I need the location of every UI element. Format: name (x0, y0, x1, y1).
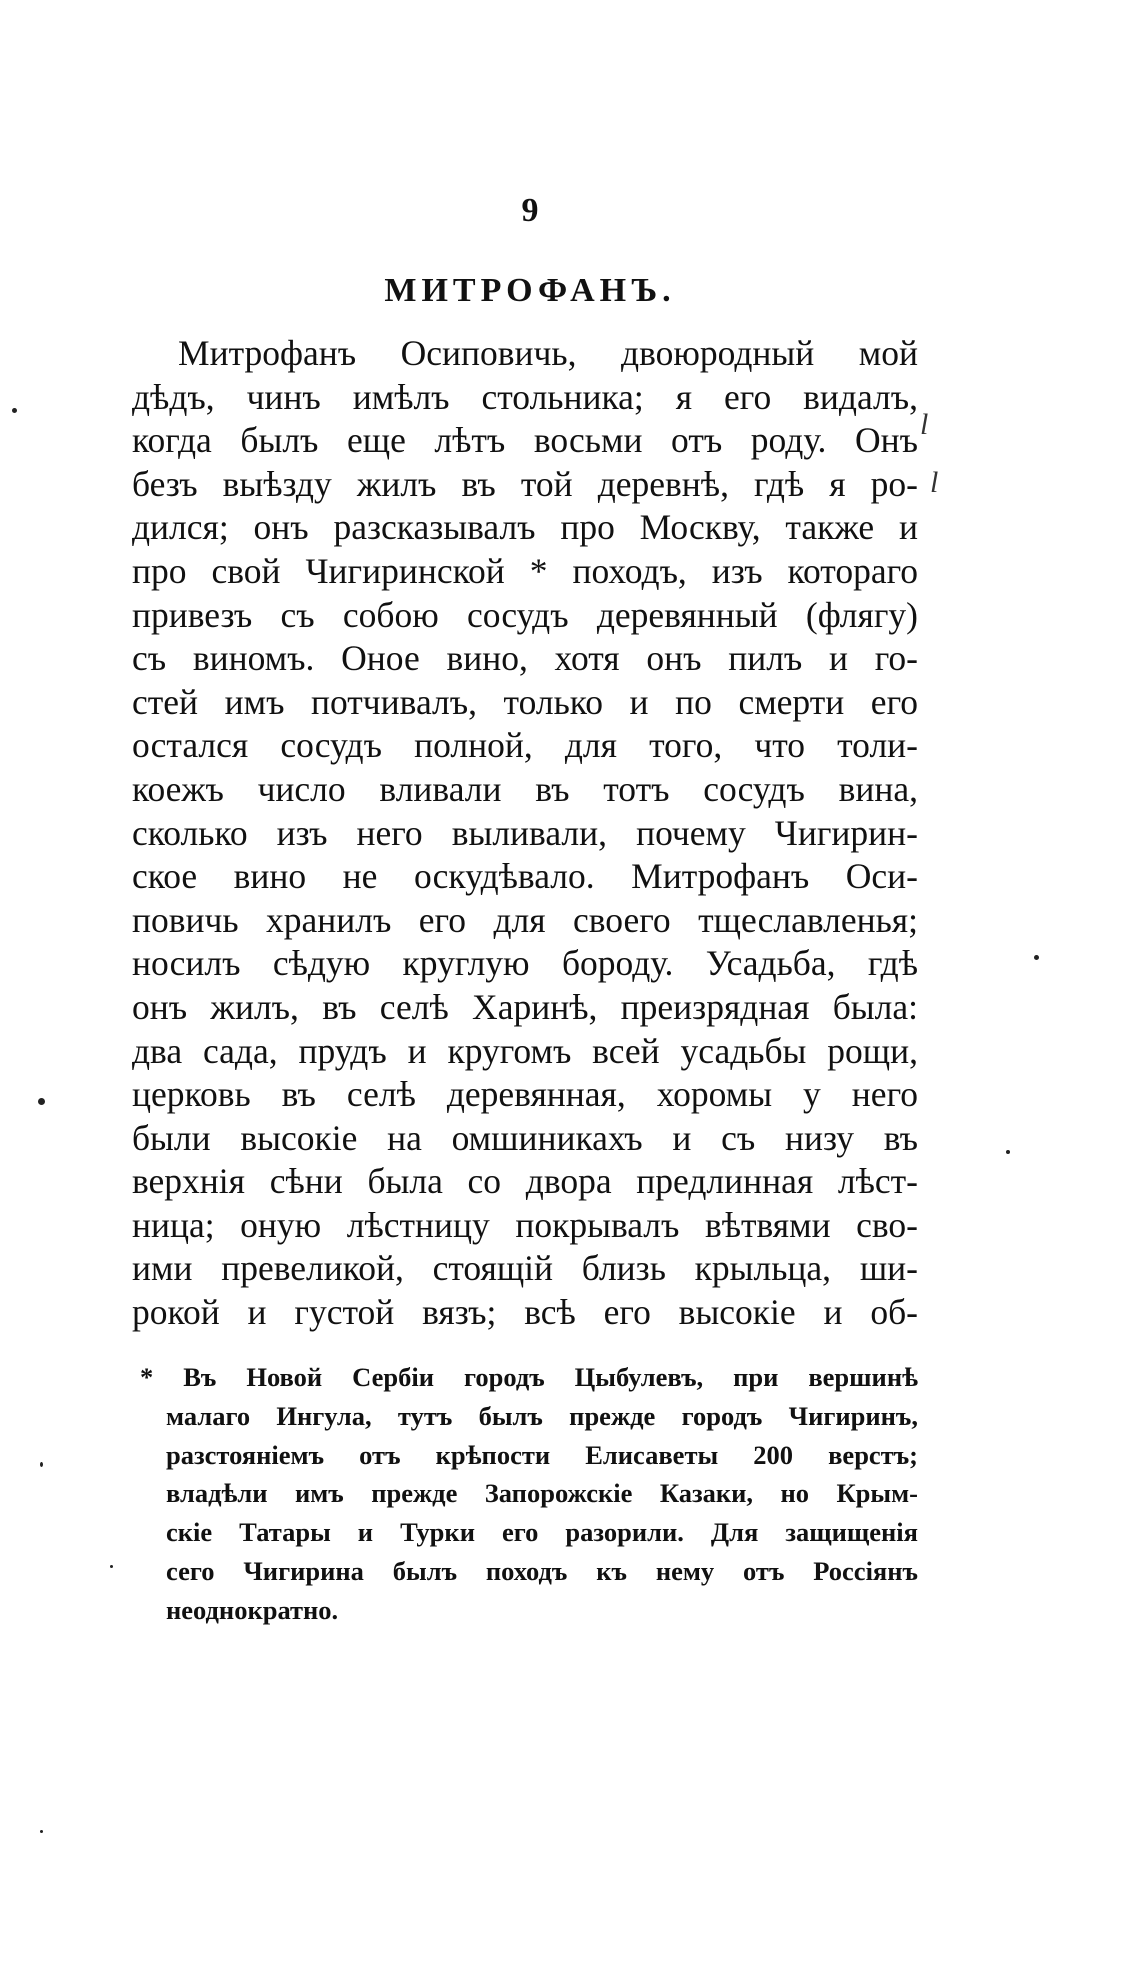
footnote-line: неоднократно. (166, 1594, 339, 1625)
scan-speck (1034, 955, 1039, 960)
scan-speck (40, 1830, 43, 1833)
text-line: рокой и густой вязъ; всѣ его высокіе и об- (132, 1292, 918, 1333)
text-line: были высокіе на омшиникахъ и съ низу въ (132, 1117, 918, 1158)
scan-speck (40, 1462, 43, 1467)
text-line: дѣдъ, чинъ имѣлъ стольника; я его видалъ, (132, 376, 918, 417)
text-line: церковь въ селѣ деревянная, хоромы у него (132, 1074, 918, 1115)
margin-pencil-mark: l (930, 466, 939, 499)
scan-speck (38, 1098, 45, 1105)
text-line: стей имъ потчивалъ, только и по смерти его (132, 681, 918, 722)
scan-speck (12, 408, 17, 413)
text-line: верхнія сѣни была со двора предлинная лѣст- (132, 1161, 918, 1202)
footnote-line: * Въ Новой Сербіи городъ Цыбулевъ, при вершинѣ (140, 1362, 918, 1392)
text-line: Митрофанъ Осиповичь, двоюродный мой (178, 333, 918, 373)
text-line: безъ выѣзду жилъ въ той деревнѣ, гдѣ я ро- (132, 463, 918, 504)
text-line: онъ жилъ, въ селѣ Харинѣ, преизрядная была: (132, 986, 918, 1027)
text-line: ское вино не оскудѣвало. Митрофанъ Оси- (132, 856, 918, 897)
text-line: ница; оную лѣстницу покрывалъ вѣтвями сво- (132, 1204, 918, 1245)
footnote-line: скіе Татары и Турки его разорили. Для защищенія (166, 1517, 918, 1548)
footnote-line: малаго Ингула, тутъ былъ прежде городъ Чигиринъ, (166, 1400, 918, 1431)
text-line: остался сосудъ полной, для того, что толи- (132, 725, 918, 766)
footnote-line: сего Чигирина былъ походъ къ нему отъ Россіянъ (166, 1555, 918, 1586)
text-line: съ виномъ. Оное вино, хотя онъ пилъ и го- (132, 638, 918, 679)
text-line: про свой Чигиринской * походъ, изъ котораго (132, 550, 918, 591)
text-line: привезъ съ собою сосудъ деревянный (флягу) (132, 594, 918, 635)
text-line: носилъ сѣдую круглую бороду. Усадьба, гдѣ (132, 943, 918, 984)
footnote-line: разстояніемъ отъ крѣпости Елисаветы 200 верстъ; (166, 1439, 918, 1470)
margin-pencil-mark: l (920, 408, 929, 441)
scan-speck (110, 1565, 113, 1568)
text-line: коежъ число вливали въ тотъ сосудъ вина, (132, 768, 918, 809)
text-line: повичь хранилъ его для своего тщеславленья; (132, 899, 918, 940)
footnote (140, 1358, 918, 1630)
text-line: когда былъ еще лѣтъ восьми отъ роду. Онъ (132, 420, 918, 461)
text-line: два сада, прудъ и кругомъ всей усадьбы рощи, (132, 1030, 918, 1071)
chapter-title: МИТРОФАНЪ. (384, 272, 676, 309)
scan-speck (1006, 1150, 1010, 1154)
text-line: дился; онъ разсказывалъ про Москву, также и (132, 507, 918, 548)
text-line: ими превеликой, стоящій близь крыльца, ши- (132, 1248, 918, 1289)
main-text (132, 332, 918, 1335)
text-line: сколько изъ него выливали, почему Чигирин- (132, 812, 918, 853)
footnote-line: владѣли имъ прежде Запорожскіе Казаки, но Крым- (166, 1478, 918, 1509)
page-number: 9 (521, 192, 539, 229)
